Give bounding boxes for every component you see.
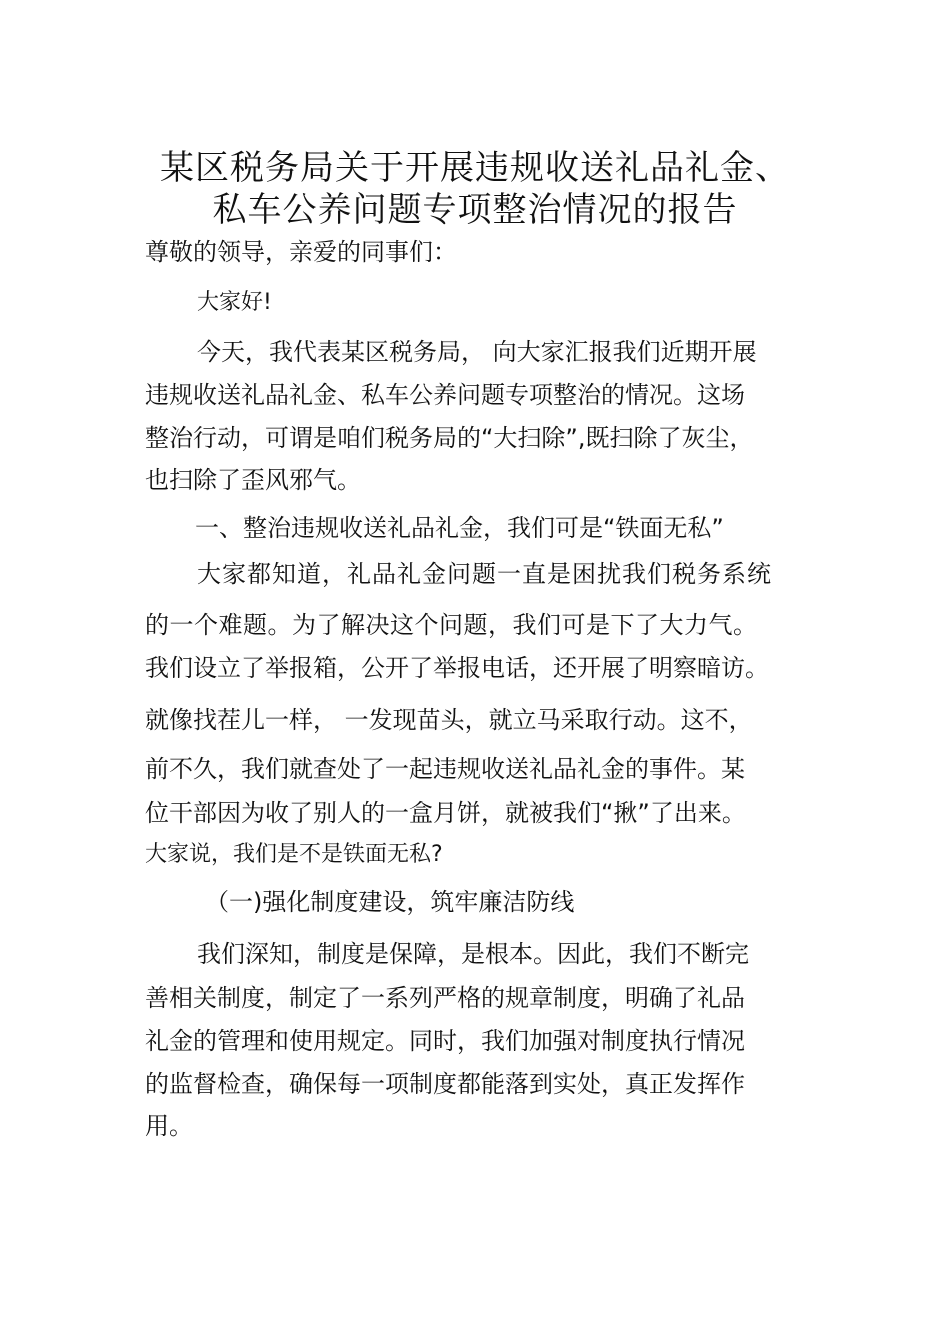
paragraph-1-line: 整治行动，可谓是咱们税务局的“大扫除”,既扫除了灰尘， <box>145 424 754 452</box>
paragraph-2-line: 我们设立了举报箱，公开了举报电话，还开展了明察暗访。 <box>145 654 769 682</box>
paragraph-3-line: 我们深知，制度是保障，是根本。因此，我们不断完 <box>197 940 749 968</box>
paragraph-3-line: 用。 <box>145 1112 193 1140</box>
paragraph-2-line: 大家说，我们是不是铁面无私? <box>145 842 443 867</box>
paragraph-2-line: 大家都知道，礼品礼金问题一直是困扰我们税务系统 <box>197 560 772 588</box>
paragraph-2-line: 位干部因为收了别人的一盒月饼，就被我们“揪”了出来。 <box>145 799 746 827</box>
paragraph-3-line: 礼金的管理和使用规定。同时，我们加强对制度执行情况 <box>145 1027 745 1055</box>
paragraph-2-line: 前不久，我们就查处了一起违规收送礼品礼金的事件。某 <box>145 755 745 783</box>
report-title-line-1: 某区税务局关于开展违规收送礼品礼金、 <box>160 148 790 188</box>
paragraph-1-line: 也扫除了歪风邪气。 <box>145 466 361 494</box>
paragraph-1-line: 今天，我代表某区税务局， 向大家汇报我们近期开展 <box>197 338 757 366</box>
salutation: 尊敬的领导，亲爱的同事们： <box>145 238 457 266</box>
section-heading-1: 一、整治违规收送礼品礼金，我们可是“铁面无私” <box>195 514 724 542</box>
paragraph-2-line: 就像找茬儿一样， 一发现苗头，就立马采取行动。这不， <box>145 706 753 734</box>
subsection-heading-1: （一)强化制度建设，筑牢廉洁防线 <box>205 888 575 916</box>
paragraph-3-line: 善相关制度，制定了一系列严格的规章制度，明确了礼品 <box>145 984 745 1012</box>
paragraph-2-line: 的一个难题。为了解决这个问题，我们可是下了大力气。 <box>145 611 758 639</box>
greeting: 大家好! <box>197 290 272 315</box>
report-title-line-2: 私车公养问题专项整治情况的报告 <box>212 190 738 230</box>
paragraph-1-line: 违规收送礼品礼金、私车公养问题专项整治的情况。这场 <box>145 381 745 409</box>
paragraph-3-line: 的监督检查，确保每一项制度都能落到实处，真正发挥作 <box>145 1070 745 1098</box>
